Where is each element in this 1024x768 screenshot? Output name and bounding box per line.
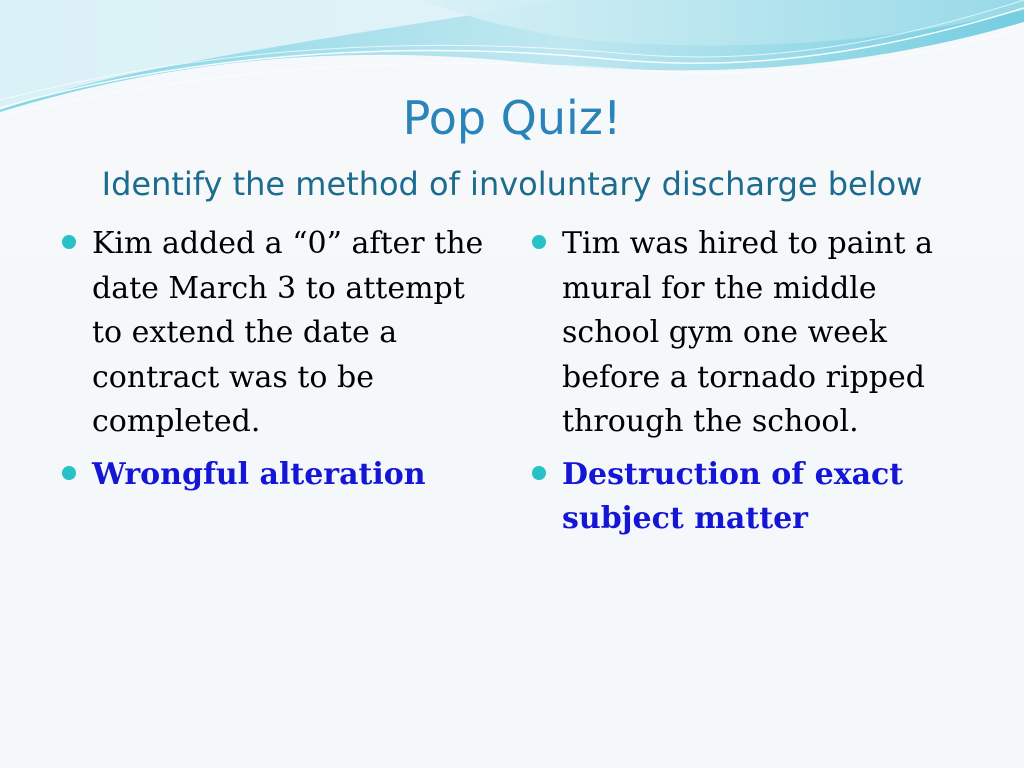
left-column (62, 222, 502, 505)
bullet-dot-icon (532, 235, 546, 249)
left-answer-text: Wrongful alteration (92, 456, 426, 492)
bullet-dot-icon (532, 466, 546, 480)
left-scenario-item (62, 222, 502, 445)
right-column (532, 222, 972, 550)
right-scenario-item (532, 222, 972, 445)
slide-title: Pop Quiz! (402, 91, 622, 145)
right-answer-text: Destruction of exact subject matter (562, 456, 904, 536)
bullet-dot-icon (62, 235, 76, 249)
right-answer-item (532, 453, 972, 542)
slide-subtitle: Identify the method of involuntary discharge below (101, 165, 923, 203)
right-scenario-text: Tim was hired to paint a mural for the middle school gym one week before a tornado ripped through the school. (562, 226, 933, 439)
left-scenario-text: Kim added a “0” after the date March 3 to attempt to extend the date a contract was to be completed. (92, 226, 484, 439)
left-answer-item (62, 453, 502, 498)
bullet-dot-icon (62, 466, 76, 480)
